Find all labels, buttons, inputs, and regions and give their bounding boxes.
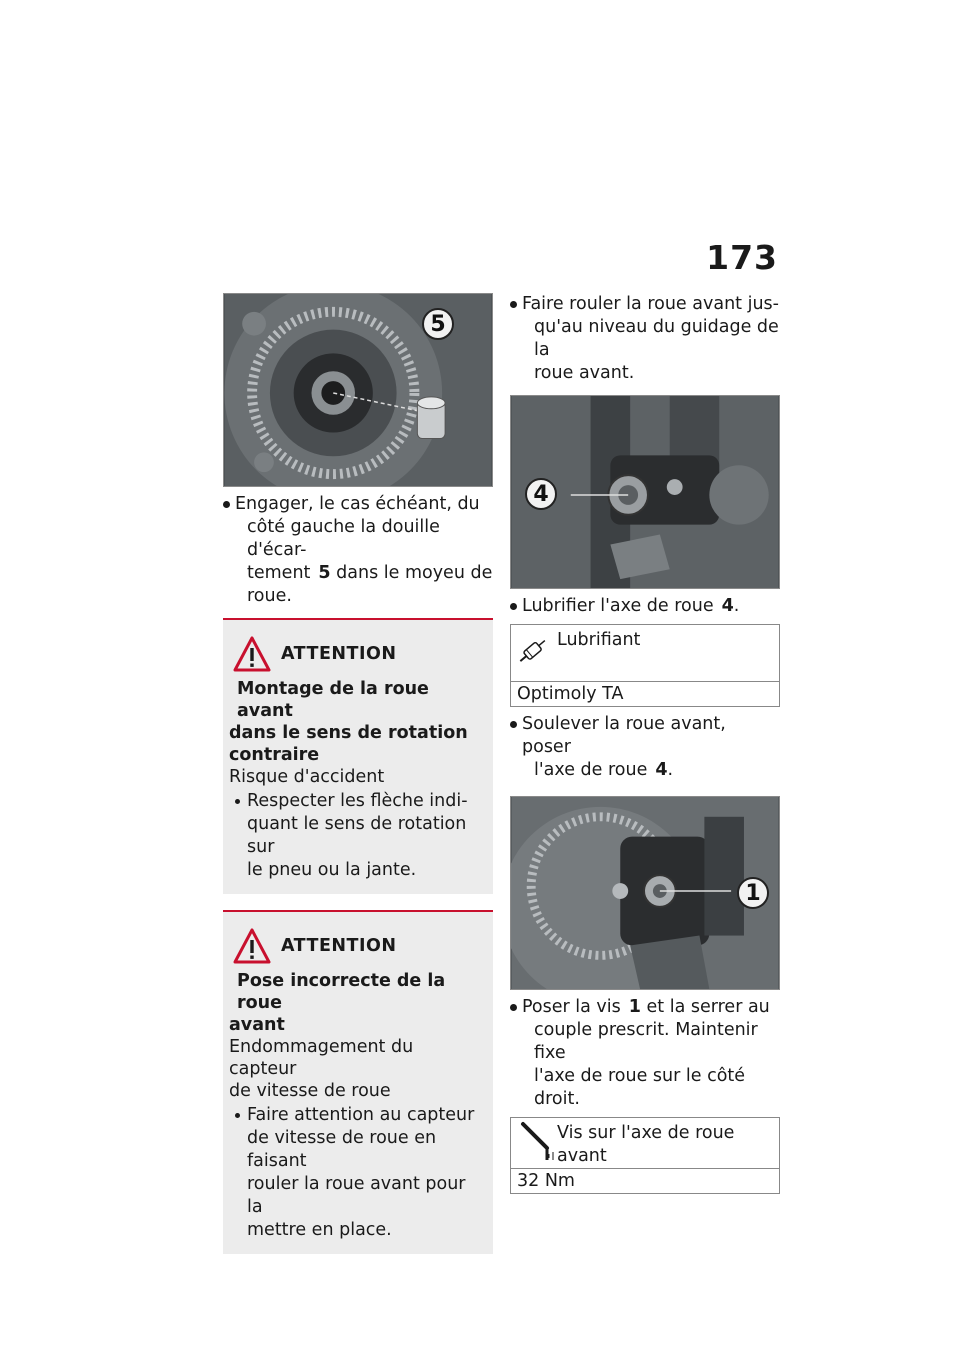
step-text: roue.	[247, 586, 292, 606]
warning-box-rotation	[223, 618, 493, 894]
step-install-screw: Poser la vis 1 et la serrer au couple prescrit. Maintenir fixe l'axe de roue sur le côté droit.	[510, 996, 780, 1111]
callout-1: 1	[737, 877, 769, 909]
warning-triangle-icon	[233, 928, 271, 964]
bullet-dot	[510, 603, 517, 610]
photo-wheel-axle	[510, 395, 780, 589]
torque-wrench-icon	[511, 1118, 557, 1166]
photo-axle-screw	[510, 796, 780, 990]
spec-value: 32 Nm	[517, 1171, 575, 1191]
step-roll-wheel: Faire rouler la roue avant jus- qu'au niveau du guidage de la roue avant.	[510, 293, 780, 385]
grease-gun-icon	[511, 625, 557, 673]
warning-subtitle: Pose incorrecte de la roue avant	[229, 971, 446, 1035]
callout-4: 4	[525, 478, 557, 510]
step-lubricate-axle: Lubrifier l'axe de roue 4.	[510, 595, 780, 618]
warning-triangle-icon	[233, 636, 271, 672]
spec-value: Optimoly TA	[517, 684, 624, 704]
reference-number: 4	[721, 596, 734, 616]
warning-title: ATTENTION	[281, 936, 397, 956]
reference-number: 4	[655, 760, 668, 780]
step-text: côté gauche la douille d'écar-	[247, 517, 440, 560]
step-insert-axle: Soulever la roue avant, poser l'axe de roue 4.	[510, 713, 780, 782]
bullet-dot	[510, 301, 517, 308]
reference-number: 1	[628, 997, 641, 1017]
warning-subtitle: Montage de la roue avant dans le sens de rotation contraire	[229, 679, 468, 765]
photo-spacer-sleeve	[223, 293, 493, 487]
callout-5: 5	[422, 308, 454, 340]
bullet-dot	[510, 1004, 517, 1011]
right-column	[510, 293, 780, 1194]
spec-label: Lubrifiant	[557, 630, 641, 650]
reference-number: 5	[318, 563, 331, 583]
spec-label: Vis sur l'axe de roue avant	[557, 1123, 735, 1166]
warning-risk: Endommagement du capteur de vitesse de roue	[229, 1037, 414, 1101]
warning-box-installation	[223, 910, 493, 1254]
warning-action: Respecter les flèche indi- quant le sens de rotation sur le pneu ou la jante.	[229, 790, 485, 882]
bullet-dot	[223, 501, 230, 508]
warning-action: Faire attention au capteur de vitesse de roue en faisant rouler la roue avant pour la mettre en place.	[229, 1104, 485, 1242]
page-number: 173	[706, 238, 778, 277]
step-text: tement 5 dans le moyeu de	[247, 563, 493, 583]
step-engage-sleeve	[223, 493, 493, 608]
bullet-dot	[510, 721, 517, 728]
step-text: Engager, le cas échéant, du	[235, 494, 480, 514]
spec-table-torque	[510, 1117, 780, 1194]
warning-risk: Risque d'accident	[229, 767, 385, 787]
spec-table-lubricant	[510, 624, 780, 707]
left-column	[223, 293, 493, 1254]
warning-title: ATTENTION	[281, 644, 397, 664]
